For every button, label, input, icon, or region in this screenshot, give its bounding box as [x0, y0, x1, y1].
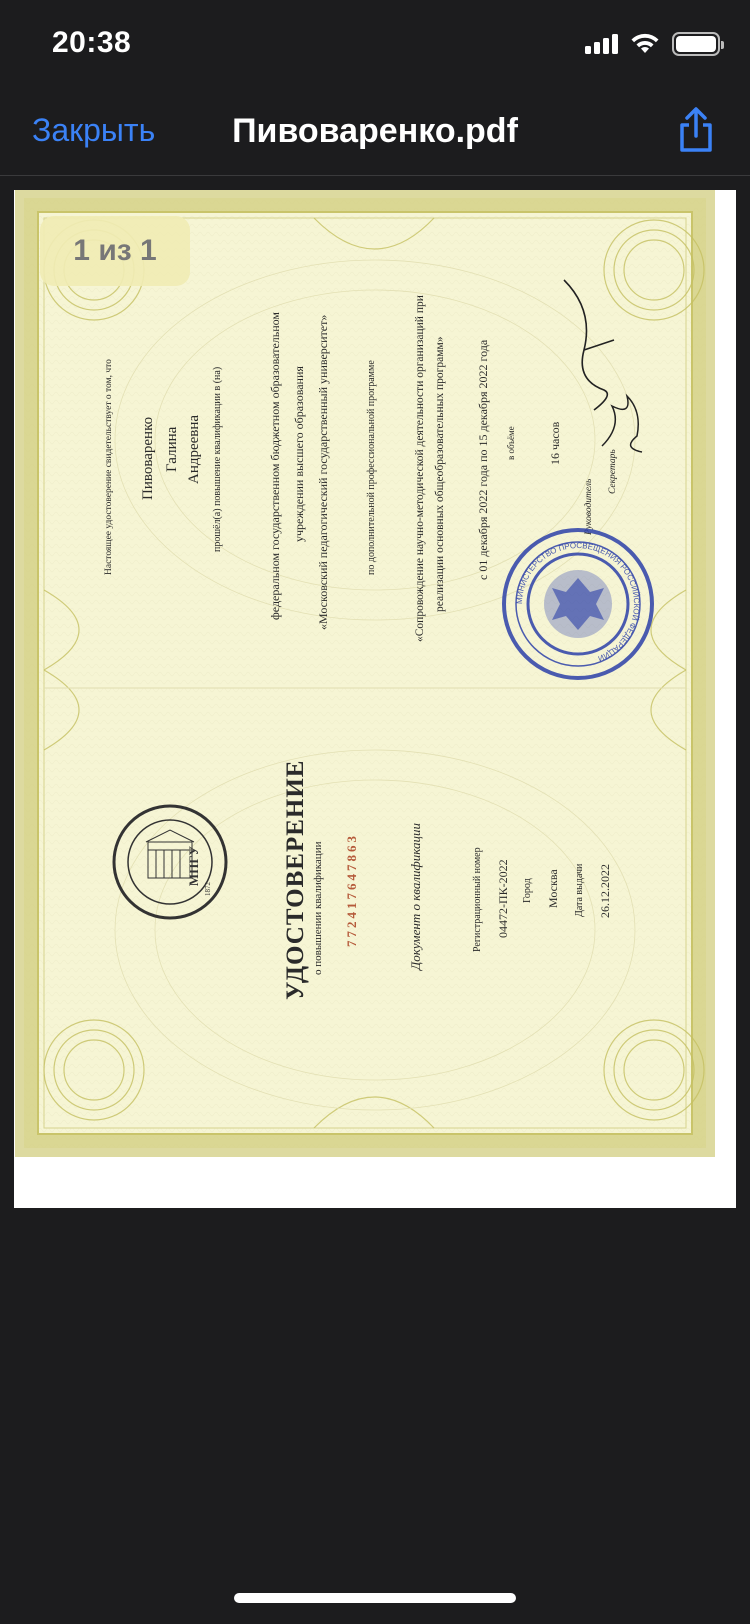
- head-label-text: Руководитель: [584, 478, 594, 535]
- close-button[interactable]: Закрыть: [32, 112, 156, 148]
- status-icons: [585, 32, 720, 56]
- doctype-rot: [408, 823, 424, 970]
- regnum-rot: [496, 859, 511, 938]
- registration-number-text: 04472-ПК-2022: [496, 859, 510, 938]
- wifi-icon: [630, 33, 660, 55]
- patronymic-rot: [186, 415, 203, 484]
- city-label-text: Город: [522, 878, 533, 903]
- registration-label-text: Регистрационный номер: [472, 847, 483, 952]
- page-counter: 1 из 1: [40, 216, 190, 286]
- status-time: 20:38: [52, 26, 132, 59]
- intro-text: Настоящее удостоверение свидетельствует о том, что: [104, 359, 114, 575]
- reglabel-rot: [472, 847, 483, 952]
- volume-label-text: в объёме: [506, 426, 516, 460]
- name-text: Галина: [164, 426, 180, 472]
- intro-rot: [104, 359, 114, 575]
- certificate-title-text: УДОСТОВЕРЕНИЕ: [282, 759, 309, 1000]
- period-rot: [476, 340, 491, 580]
- name-rot: [164, 427, 181, 472]
- org-line3-text: «Московский педагогический государственный университет»: [316, 314, 330, 630]
- org1-rot: [268, 312, 283, 620]
- program-label-rot: [366, 360, 377, 575]
- pdf-page[interactable]: [14, 190, 736, 1208]
- period-text: с 01 декабря 2022 года по 15 декабря 2022 года: [476, 339, 490, 580]
- document-title: Пивоваренко.pdf: [232, 112, 518, 150]
- secretary-signature: [592, 386, 652, 456]
- subtitle-rot: [312, 842, 324, 975]
- navigation-bar: [0, 90, 750, 176]
- issue-date-text: 26.12.2022: [598, 864, 612, 918]
- document-type-text: Документ о квалификации: [408, 823, 423, 970]
- secretary-label-text: Секретарь: [608, 449, 618, 494]
- program-line2-text: реализации основных общеобразовательных программ»: [434, 336, 446, 612]
- surname-rot: [140, 417, 157, 500]
- university-logo: [110, 802, 230, 922]
- datelabel-rot: [574, 864, 585, 917]
- passed-rot: [212, 367, 223, 552]
- surname-text: Пивоваренко: [140, 416, 156, 500]
- org3-rot: [316, 315, 331, 630]
- battery-icon: [672, 32, 720, 56]
- org-line2-text: учреждении высшего образования: [292, 366, 306, 542]
- city-text: Москва: [546, 869, 560, 908]
- certificate-subtitle-text: о повышении квалификации: [312, 841, 324, 975]
- org-line1-text: федеральном государственном бюджетном образовательном: [268, 311, 282, 620]
- volume-label-rot: [506, 426, 516, 460]
- org2-rot: [292, 366, 307, 542]
- share-icon[interactable]: [674, 106, 718, 154]
- logo-year: 1872: [204, 882, 212, 896]
- patronymic-text: Андреевна: [186, 414, 202, 484]
- volume-text: 16 часов: [548, 421, 562, 465]
- status-bar: [0, 0, 750, 90]
- official-stamp: [500, 526, 656, 682]
- program-line1-text: «Сопровождение научно-методической деятельности организаций при: [414, 295, 426, 642]
- title-rot: [282, 760, 310, 1000]
- date-rot: [598, 864, 613, 918]
- program-label-text: по дополнительной профессиональной программе: [366, 360, 377, 575]
- program1-rot: [414, 295, 426, 642]
- logo-text: МПГУ: [186, 845, 201, 887]
- number-rot: [344, 833, 360, 947]
- citylabel-rot: [522, 878, 533, 903]
- program2-rot: [434, 336, 446, 612]
- city-rot: [546, 869, 561, 908]
- stamp-text: МИНИСТЕРСТВО ПРОСВЕЩЕНИЯ РОССИЙСКОЙ ФЕДЕРАЦИИ: [514, 540, 642, 664]
- certificate-number-text: 772417647863: [344, 833, 359, 947]
- home-indicator[interactable]: [234, 1593, 516, 1603]
- rotated-text-layer: [14, 190, 736, 1208]
- passed-text: прошёл(а) повышение квалификации в (на): [212, 366, 223, 552]
- date-label-text: Дата выдачи: [574, 863, 585, 917]
- cellular-signal-icon: [585, 34, 618, 54]
- secretary-label-rot: [608, 449, 618, 494]
